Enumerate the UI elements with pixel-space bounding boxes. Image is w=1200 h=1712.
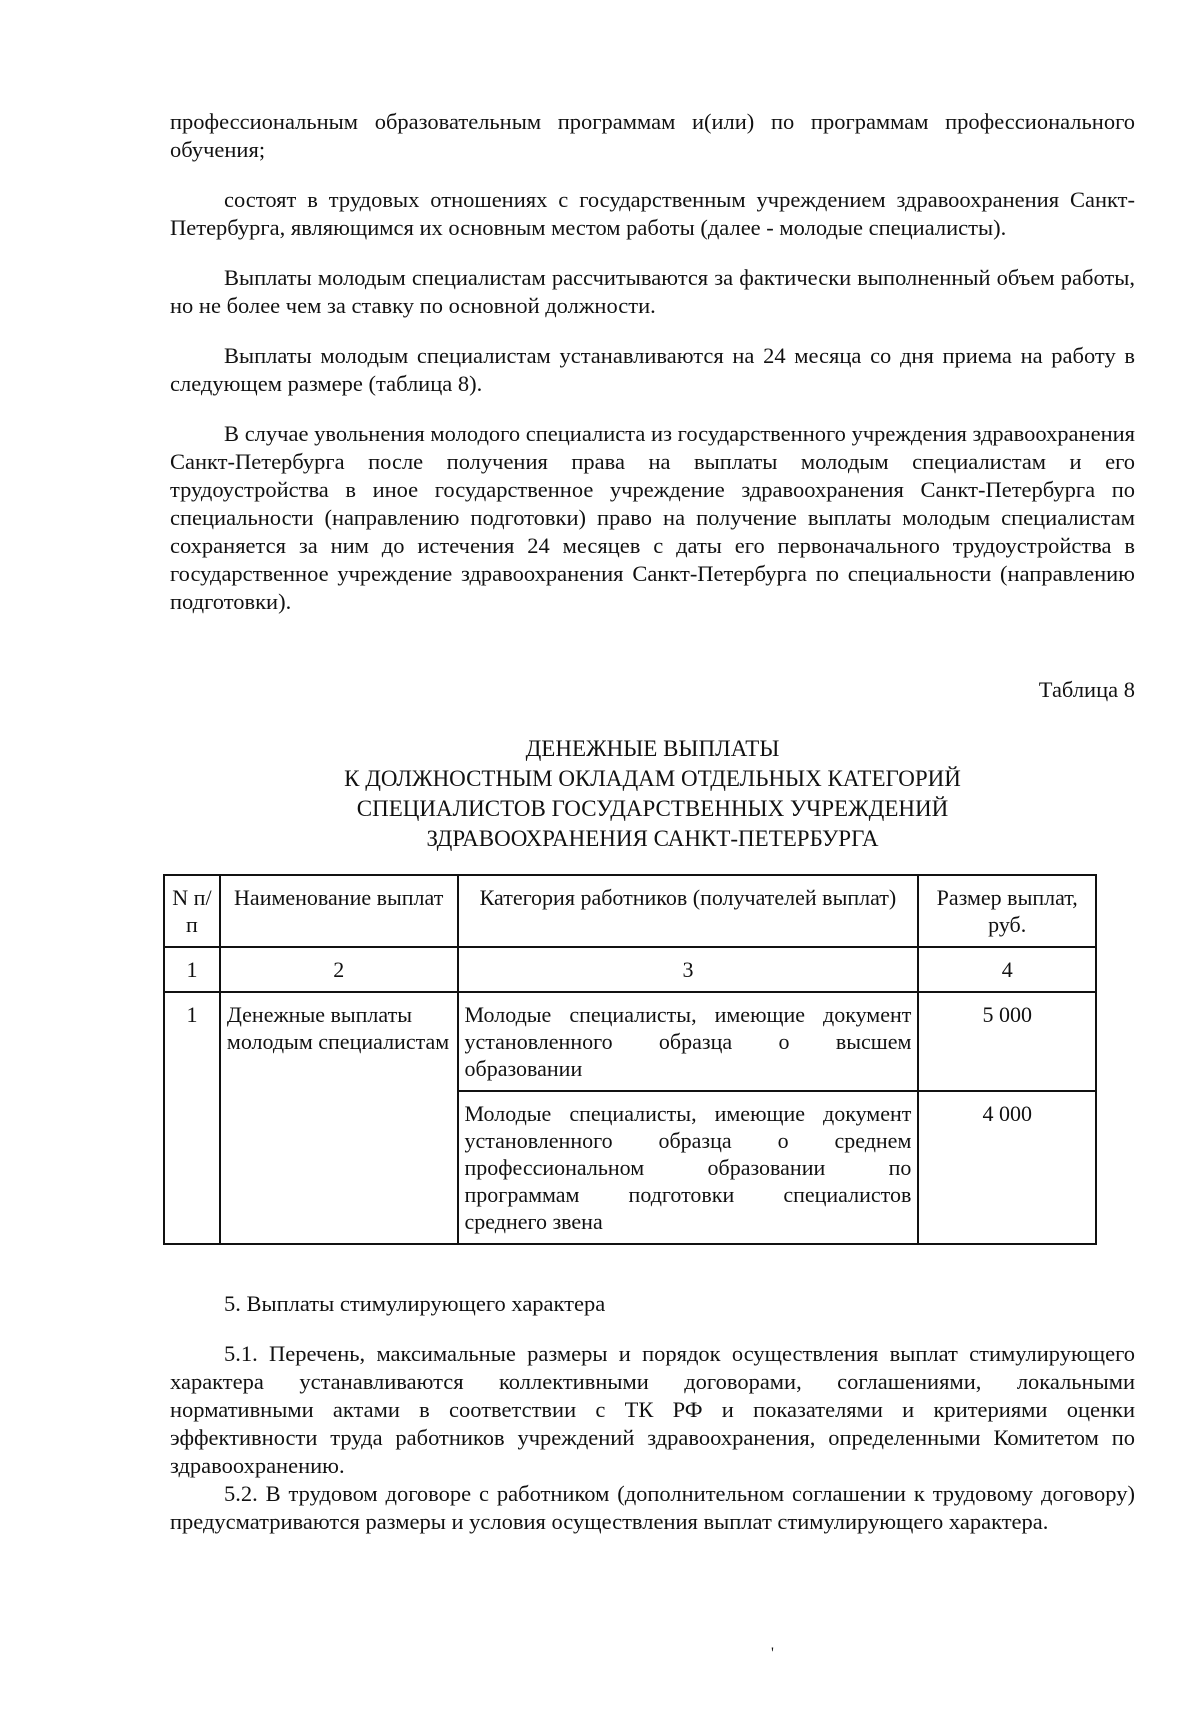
table-title-line-2: К ДОЛЖНОСТНЫМ ОКЛАДАМ ОТДЕЛЬНЫХ КАТЕГОРИЙ — [344, 766, 961, 791]
header-number: N п/п — [164, 875, 220, 947]
table-column-number-row — [164, 947, 1096, 992]
header-category: Категория работников (получателей выплат) — [458, 875, 919, 947]
row-amount-secondary: 4 000 — [918, 1091, 1096, 1244]
section-heading: 5. Выплаты стимулирующего характера — [224, 1291, 606, 1316]
header-name: Наименование выплат — [220, 875, 458, 947]
paragraph-1: профессиональным образовательным программам и(или) по программам профессионального обучения; — [170, 109, 1135, 162]
row-category-higher: Молодые специалисты, имеющие документ установленного образца о высшем образовании — [458, 992, 919, 1091]
row-number: 1 — [164, 992, 220, 1244]
table-row — [164, 992, 1096, 1091]
paragraph-5-2: 5.2. В трудовом договоре с работником (дополнительном соглашении к трудовому договору) предусматриваются размеры и условия осуществления выплат стимулирующего характера. — [170, 1481, 1135, 1534]
paragraph-2: состоят в трудовых отношениях с государственным учреждением здравоохранения Санкт-Петербурга, являющимся их основным местом работы (далее - молодые специалисты). — [170, 187, 1135, 240]
row-category-secondary: Молодые специалисты, имеющие документ установленного образца о среднем профессиональном образовании по программам подготовки специалистов среднего звена — [458, 1091, 919, 1244]
paragraph-3: Выплаты молодым специалистам рассчитываются за фактически выполненный объем работы, но не более чем за ставку по основной должности. — [170, 265, 1135, 318]
paragraph-5-1: 5.1. Перечень, максимальные размеры и порядок осуществления выплат стимулирующего характера устанавливаются коллективными договорами, соглашениями, локальными нормативными актами в соответствии с ТК РФ и показателями и критериями оценки эффективности труда работников учреждений здравоохранения, определенными Комитетом по здравоохранению. — [170, 1341, 1135, 1478]
column-number-2: 2 — [220, 947, 458, 992]
table-label: Таблица 8 — [1038, 677, 1135, 702]
header-amount: Размер выплат, руб. — [918, 875, 1096, 947]
section-5 — [170, 1290, 1135, 1536]
column-number-1: 1 — [164, 947, 220, 992]
table-title-line-1: ДЕНЕЖНЫЕ ВЫПЛАТЫ — [525, 736, 780, 761]
column-number-3: 3 — [458, 947, 919, 992]
column-number-4: 4 — [918, 947, 1096, 992]
row-payment-name: Денежные выплаты молодым специалистам — [220, 992, 458, 1244]
row-amount-higher: 5 000 — [918, 992, 1096, 1091]
paragraph-5: В случае увольнения молодого специалиста из государственного учреждения здравоохранения Санкт-Петербурга после получения права на выплаты молодым специалистам и его трудоустройства в иное государственное учреждение здравоохранения Санкт-Петербурга по специальности (направлению подготовки) право на получение выплаты молодым специалистам сохраняется за ним до истечения 24 месяцев с даты его первоначального трудоустройства в государственное учреждение здравоохранения Санкт-Петербурга по специальности (направлению подготовки). — [170, 421, 1135, 614]
payments-table — [163, 874, 1097, 1245]
table-title-line-4: ЗДРАВООХРАНЕНИЯ САНКТ-ПЕТЕРБУРГА — [426, 826, 879, 851]
footer-mark: ' — [771, 1645, 774, 1662]
table-title-line-3: СПЕЦИАЛИСТОВ ГОСУДАРСТВЕННЫХ УЧРЕЖДЕНИЙ — [356, 796, 949, 821]
table-title — [170, 734, 1135, 854]
body-text-top — [170, 108, 1135, 616]
paragraph-4: Выплаты молодым специалистам устанавливаются на 24 месяца со дня приема на работу в следующем размере (таблица 8). — [170, 343, 1135, 396]
table-header-row — [164, 875, 1096, 947]
